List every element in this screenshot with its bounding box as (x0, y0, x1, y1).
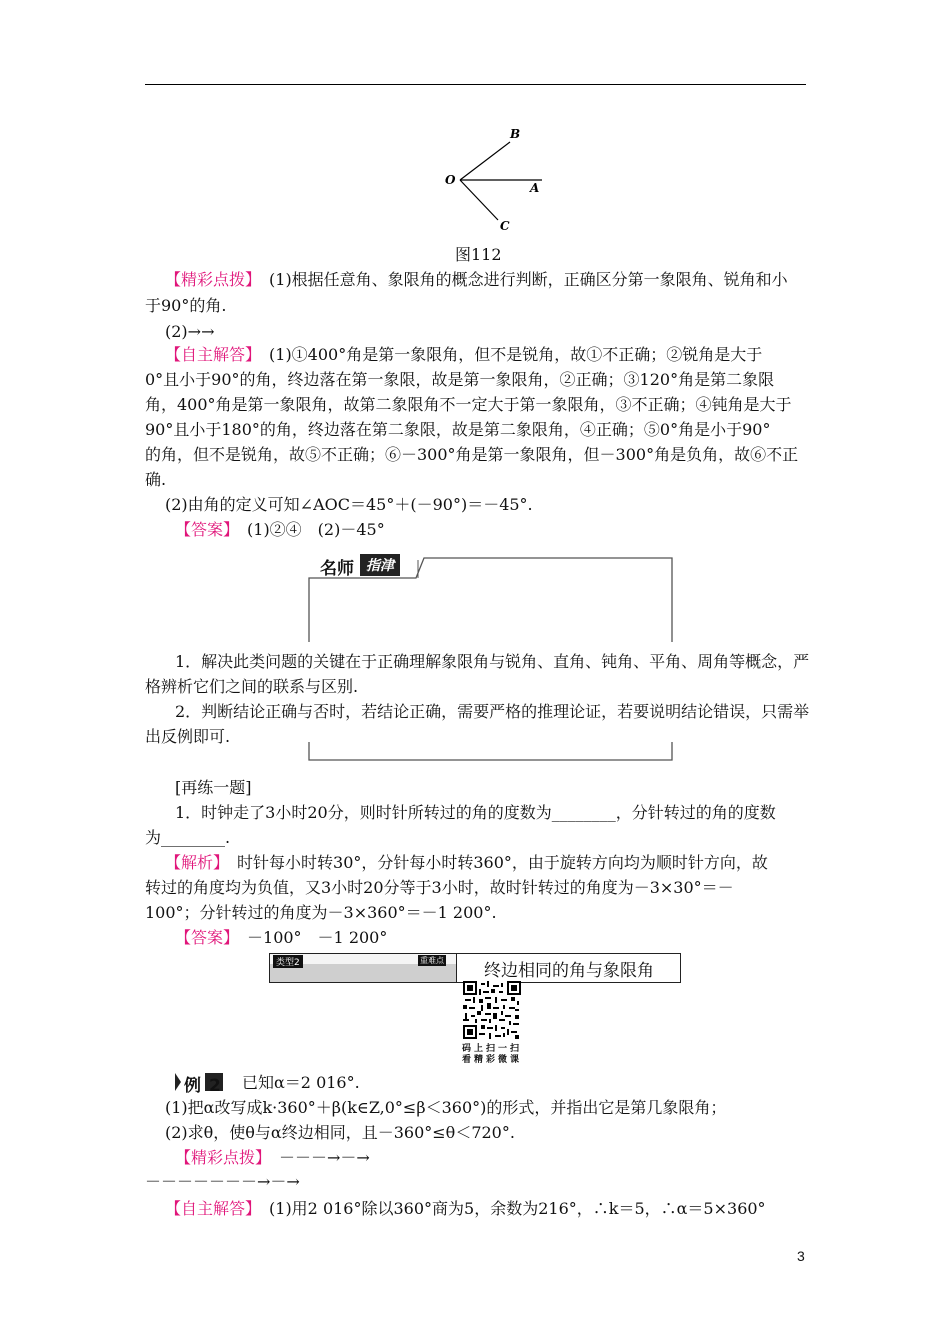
angle-diagram (430, 122, 560, 237)
teacher-p2-line1: 2．判断结论正确与否时，若结论正确，需要严格的推理论证，若要说明结论错误，只需举 (175, 702, 810, 721)
jingcai-line-3: (2)→→ (165, 322, 215, 341)
type-banner-label: 类型2 (273, 955, 303, 968)
zizhu-line-5: 的角，但不是锐角，故⑤不正确；⑥－300°角是第一象限角，但－300°角是负角，故⑥不正 (145, 445, 799, 464)
jingcai-line-2: 于90°的角. (145, 296, 227, 315)
example2-q2: (2)求θ，使θ与α终边相同，且－360°≤θ＜720°. (165, 1123, 515, 1142)
jiexi-line1: 【解析】 时针每小时转30°，分针每小时转360°，由于旋转方向均为顺时针方向，故 (165, 853, 768, 872)
qr-code-icon (463, 981, 521, 1039)
type-banner-left (270, 954, 456, 982)
teacher-box-title-b: 指津 (360, 554, 400, 576)
teacher-box-title-a: 名师 (320, 559, 354, 579)
type-banner (269, 953, 681, 983)
example2-jingcai-arrows2: －－－－－－－→－→ (145, 1172, 300, 1191)
answer-tag: 【答案】 (175, 520, 232, 539)
label-b: B (510, 127, 521, 141)
ray-oc (460, 180, 498, 220)
type-banner-divider (456, 954, 457, 982)
jiexi-tag: 【解析】 (165, 853, 222, 872)
label-a: A (530, 181, 540, 195)
example2-stem: 已知α＝2 016°. (242, 1073, 360, 1092)
practice-q-line2: 为________. (145, 828, 231, 847)
example2-q1: (1)把α改写成k·360°＋β(k∈Z,0°≤β＜360°)的形式，并指出它是第几象限角； (165, 1098, 727, 1117)
type-banner-mid: 重难点 (420, 956, 444, 965)
example2-jingcai-tag: 【精彩点拨】 (175, 1148, 264, 1167)
zizhu-line-3: 角，400°角是第一象限角，故第二象限角不一定大于第一象限角，③不正确；④钝角是大于 (145, 395, 792, 414)
example2-jingcai: 【精彩点拨】 －－－→－→ (175, 1148, 370, 1167)
answer-line-1: 【答案】 (1)②④ (2)－45° (175, 520, 385, 539)
teacher-p1-line1: 1．解决此类问题的关键在于正确理解象限角与锐角、直角、钝角、平角、周角等概念，严 (175, 652, 810, 671)
teacher-p1-line2: 格辨析它们之间的联系与区别. (145, 677, 359, 696)
figure-caption: 图112 (455, 245, 502, 264)
practice-heading: [再练一题] (175, 778, 252, 797)
practice-answer: 【答案】 －100° －1 200° (175, 928, 388, 947)
zizhu-line-4: 90°且小于180°的角，终边落在第二象限，故是第二象限角，④正确；⑤0°角是小于90° (145, 420, 771, 439)
example2-zizhu-tag: 【自主解答】 (165, 1199, 254, 1218)
qr-caption-line1: 码上扫一扫 (462, 1044, 523, 1054)
label-o: O (445, 173, 456, 187)
jingcai-line-1: 【精彩点拨】 (1)根据任意角、象限角的概念进行判断，正确区分第一象限角、锐角和小 (165, 270, 788, 289)
zizhu-tag: 【自主解答】 (165, 345, 254, 364)
example2-badge: 例2 (175, 1071, 225, 1093)
teacher-p2-line2: 出反例即可. (145, 727, 231, 746)
ray-ob (460, 142, 510, 180)
label-c: C (500, 219, 510, 233)
jingcai-tag: 【精彩点拨】 (165, 270, 254, 289)
jiexi-line2: 转过的角度均为负值，又3小时20分等于3小时，故时针转过的角度为－3×30°＝－ (145, 878, 734, 897)
zizhu-line-7: (2)由角的定义可知∠AOC＝45°＋(－90°)＝－45°. (165, 495, 533, 514)
top-rule (145, 84, 806, 85)
type-banner-title: 终边相同的角与象限角 (484, 961, 654, 981)
practice-answer-tag: 【答案】 (175, 928, 232, 947)
zizhu-line-6: 确. (145, 470, 167, 489)
jiexi-line3: 100°；分针转过的角度为－3×360°＝－1 200°. (145, 903, 497, 922)
qr-caption-line2: 看精彩微课 (462, 1055, 523, 1065)
page-number: 3 (797, 1248, 805, 1264)
example2-zizhu-line1: 【自主解答】 (1)用2 016°除以360°商为5，余数为216°，∴k＝5，∴α＝5×360° (165, 1199, 766, 1218)
practice-q-line1: 1．时钟走了3小时20分，则时针所转过的角的度数为________，分针转过的角的度数 (175, 803, 776, 822)
zizhu-line-2: 0°且小于90°的角，终边落在第一象限，故是第一象限角，②正确；③120°角是第二象限 (145, 370, 775, 389)
zizhu-line-1: 【自主解答】 (1)①400°角是第一象限角，但不是锐角，故①不正确；②锐角是大于 (165, 345, 763, 364)
